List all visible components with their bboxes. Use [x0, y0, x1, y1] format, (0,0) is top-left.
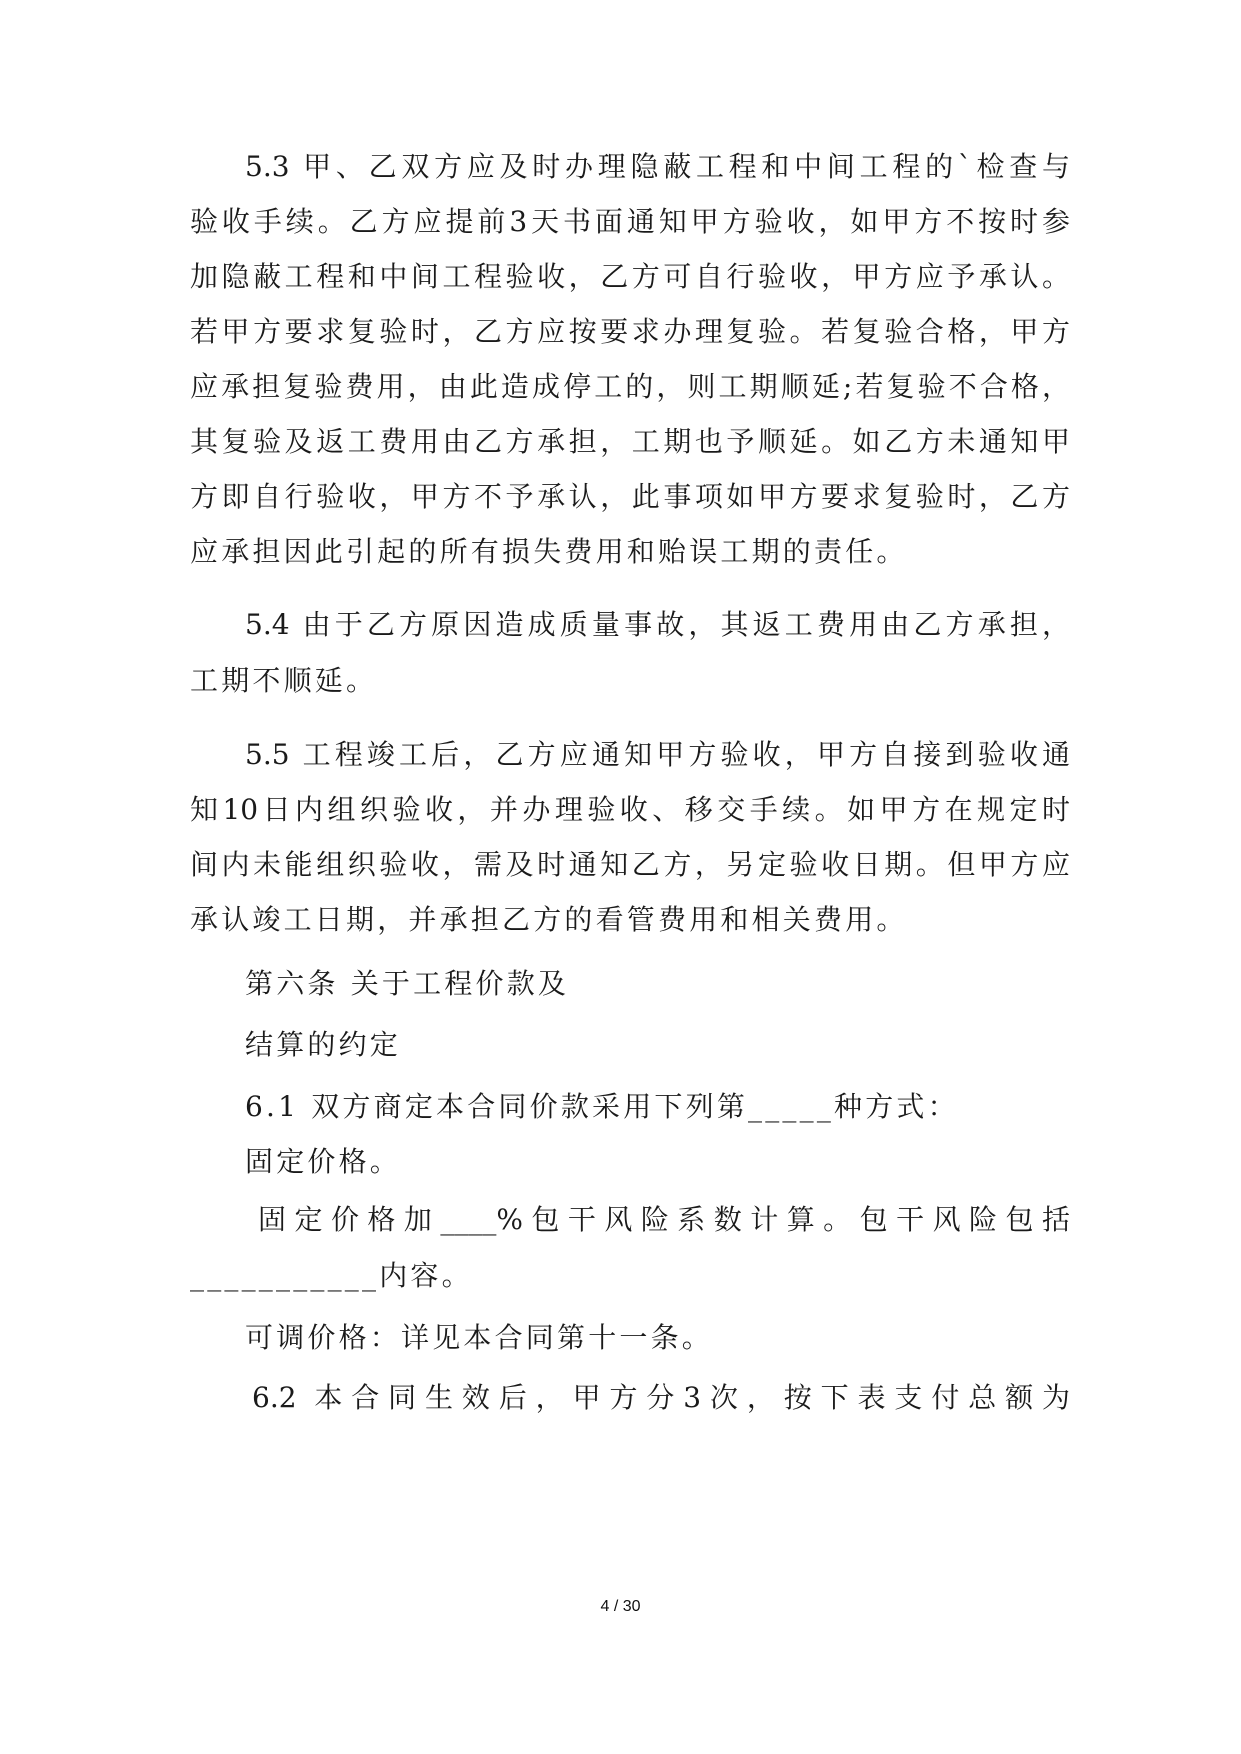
clause-6-1-line: 6.1 双方商定本合同价款采用下列第_____种方式：: [245, 1090, 959, 1123]
paragraph-5-4-line-1: 5.4 由于乙方原因造成质量事故，其返工费用由乙方承担，: [245, 608, 1070, 641]
clause-6-1-option-adjustable-price: 可调价格：详见本合同第十一条。: [245, 1321, 714, 1354]
page-number: 4 / 30: [600, 1598, 641, 1615]
paragraph-5-3-line-5: 应承担复验费用，由此造成停工的，则工期顺延;若复验不合格，: [190, 370, 1070, 403]
paragraph-5-3-line-8: 应承担因此引起的所有损失费用和贻误工期的责任。: [190, 535, 908, 568]
paragraph-5-5-line-2: 知10日内组织验收，并办理验收、移交手续。如甲方在规定时: [190, 793, 1070, 826]
clause-6-1-option-risk-factor-line-1: 固定价格加____%包干风险系数计算。包干风险包括: [258, 1203, 1070, 1236]
paragraph-5-3-line-4: 若甲方要求复验时，乙方应按要求办理复验。若复验合格，甲方: [190, 315, 1070, 348]
clause-6-2-line-1: 6.2 本合同生效后，甲方分3次，按下表支付总额为: [252, 1381, 1070, 1414]
paragraph-5-3-line-7: 方即自行验收，甲方不予承认，此事项如甲方要求复验时，乙方: [190, 480, 1070, 513]
paragraph-5-5-line-1: 5.5 工程竣工后，乙方应通知甲方验收，甲方自接到验收通: [245, 738, 1070, 771]
article-6-heading-line-2: 结算的约定: [245, 1028, 402, 1061]
paragraph-5-3-line-3: 加隐蔽工程和中间工程验收，乙方可自行验收，甲方应予承认。: [190, 260, 1070, 293]
paragraph-5-3-line-1: 5.3 甲、乙双方应及时办理隐蔽工程和中间工程的`检查与: [245, 150, 1070, 183]
paragraph-5-4-line-2: 工期不顺延。: [190, 664, 378, 697]
paragraph-5-5-line-3: 间内未能组织验收，需及时通知乙方，另定验收日期。但甲方应: [190, 848, 1070, 881]
clause-6-1-option-fixed-price: 固定价格。: [245, 1145, 402, 1178]
paragraph-5-5-line-4: 承认竣工日期，并承担乙方的看管费用和相关费用。: [190, 903, 908, 936]
paragraph-5-3-line-6: 其复验及返工费用由乙方承担，工期也予顺延。如乙方未通知甲: [190, 425, 1070, 458]
clause-6-1-option-risk-factor-line-2: ___________内容。: [190, 1259, 473, 1292]
article-6-heading-line-1: 第六条 关于工程价款及: [245, 967, 570, 1000]
paragraph-5-3-line-2: 验收手续。乙方应提前3天书面通知甲方验收，如甲方不按时参: [190, 205, 1070, 238]
